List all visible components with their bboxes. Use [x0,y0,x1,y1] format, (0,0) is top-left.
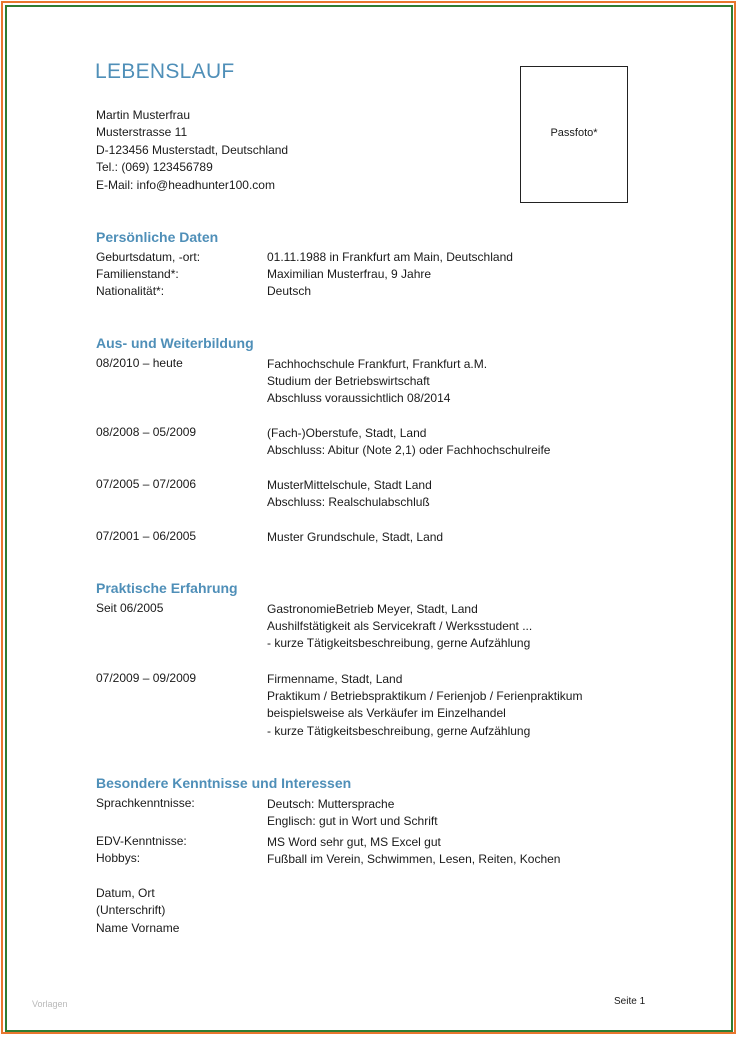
experience-line: Firmenname, Stadt, Land [267,672,403,686]
document-title: LEBENSLAUF [95,60,235,83]
education-period: 08/2008 – 05/2009 [96,425,197,439]
experience-details [267,671,582,740]
experience-period: Seit 06/2005 [96,601,164,615]
education-line: MusterMittelschule, Stadt Land [267,478,432,492]
education-line: Abschluss voraussichtlich 08/2014 [267,391,451,406]
education-line: Abschluss: Realschulabschluß [267,495,430,510]
education-details [267,356,487,408]
photo-label: Passfoto* [550,127,598,139]
signature-name: Name Vorname [96,920,180,935]
personal-value: 01.11.1988 in Frankfurt am Main, Deutschland [267,250,513,264]
address-city: D-123456 Musterstadt, Deutschland [96,142,289,157]
skills-line: Englisch: gut in Wort und Schrift [267,814,438,829]
education-line: (Fach-)Oberstufe, Stadt, Land [267,426,427,440]
address-name: Martin Musterfrau [96,108,191,122]
signature-line: (Unterschrift) [96,903,166,918]
skills-line: Fußball im Verein, Schwimmen, Lesen, Reiten, Kochen [267,852,561,866]
signature-block [96,885,179,937]
section-skills-heading: Besondere Kenntnisse und Interessen [96,775,352,791]
experience-line: Praktikum / Betriebspraktikum / Ferienjob / Ferienpraktikum [267,689,583,704]
experience-line: - kurze Tätigkeitsbeschreibung, gerne Aufzählung [267,723,531,738]
experience-period: 07/2009 – 09/2009 [96,671,197,685]
experience-line: - kurze Tätigkeitsbeschreibung, gerne Aufzählung [267,636,531,651]
education-line: Abschluss: Abitur (Note 2,1) oder Fachhochschulreife [267,443,551,458]
section-education-heading: Aus- und Weiterbildung [96,335,254,351]
page-number: Seite 1 [614,996,646,1007]
education-line: Studium der Betriebswirtschaft [267,374,430,389]
experience-line: GastronomieBetrieb Meyer, Stadt, Land [267,602,478,616]
address-block [96,107,288,194]
skills-line: MS Word sehr gut, MS Excel gut [267,835,441,849]
skills-details [267,851,560,868]
skills-line: Deutsch: Muttersprache [267,797,395,811]
skills-details [267,796,438,830]
education-details [267,529,443,546]
personal-label: Familienstand*: [96,267,179,281]
education-line: Muster Grundschule, Stadt, Land [267,530,444,544]
education-line: Fachhochschule Frankfurt, Frankfurt a.M. [267,357,488,371]
section-experience-heading: Praktische Erfahrung [96,580,238,596]
personal-label: Geburtsdatum, -ort: [96,250,201,264]
experience-details [267,601,532,653]
address-phone: Tel.: (069) 123456789 [96,160,213,175]
section-personal-heading: Persönliche Daten [96,229,219,245]
education-period: 08/2010 – heute [96,356,183,370]
photo-placeholder [520,66,628,203]
skills-label: Hobbys: [96,851,141,865]
education-details [267,425,550,459]
experience-line: beispielsweise als Verkäufer im Einzelhandel [267,706,506,721]
signature-date-place: Datum, Ort [96,886,155,900]
skills-details [267,834,441,851]
skills-label: EDV-Kenntnisse: [96,834,187,848]
skills-label: Sprachkenntnisse: [96,796,195,810]
address-email: E-Mail: info@headhunter100.com [96,177,275,192]
education-details [267,477,432,511]
footer-watermark: Vorlagen [32,999,68,1009]
personal-label: Nationalität*: [96,284,165,298]
education-period: 07/2001 – 06/2005 [96,529,197,543]
personal-value: Maximilian Musterfrau, 9 Jahre [267,267,432,281]
education-period: 07/2005 – 07/2006 [96,477,197,491]
address-street: Musterstrasse 11 [96,125,188,140]
personal-value: Deutsch [267,284,312,298]
experience-line: Aushilfstätigkeit als Servicekraft / Werksstudent ... [267,619,533,634]
